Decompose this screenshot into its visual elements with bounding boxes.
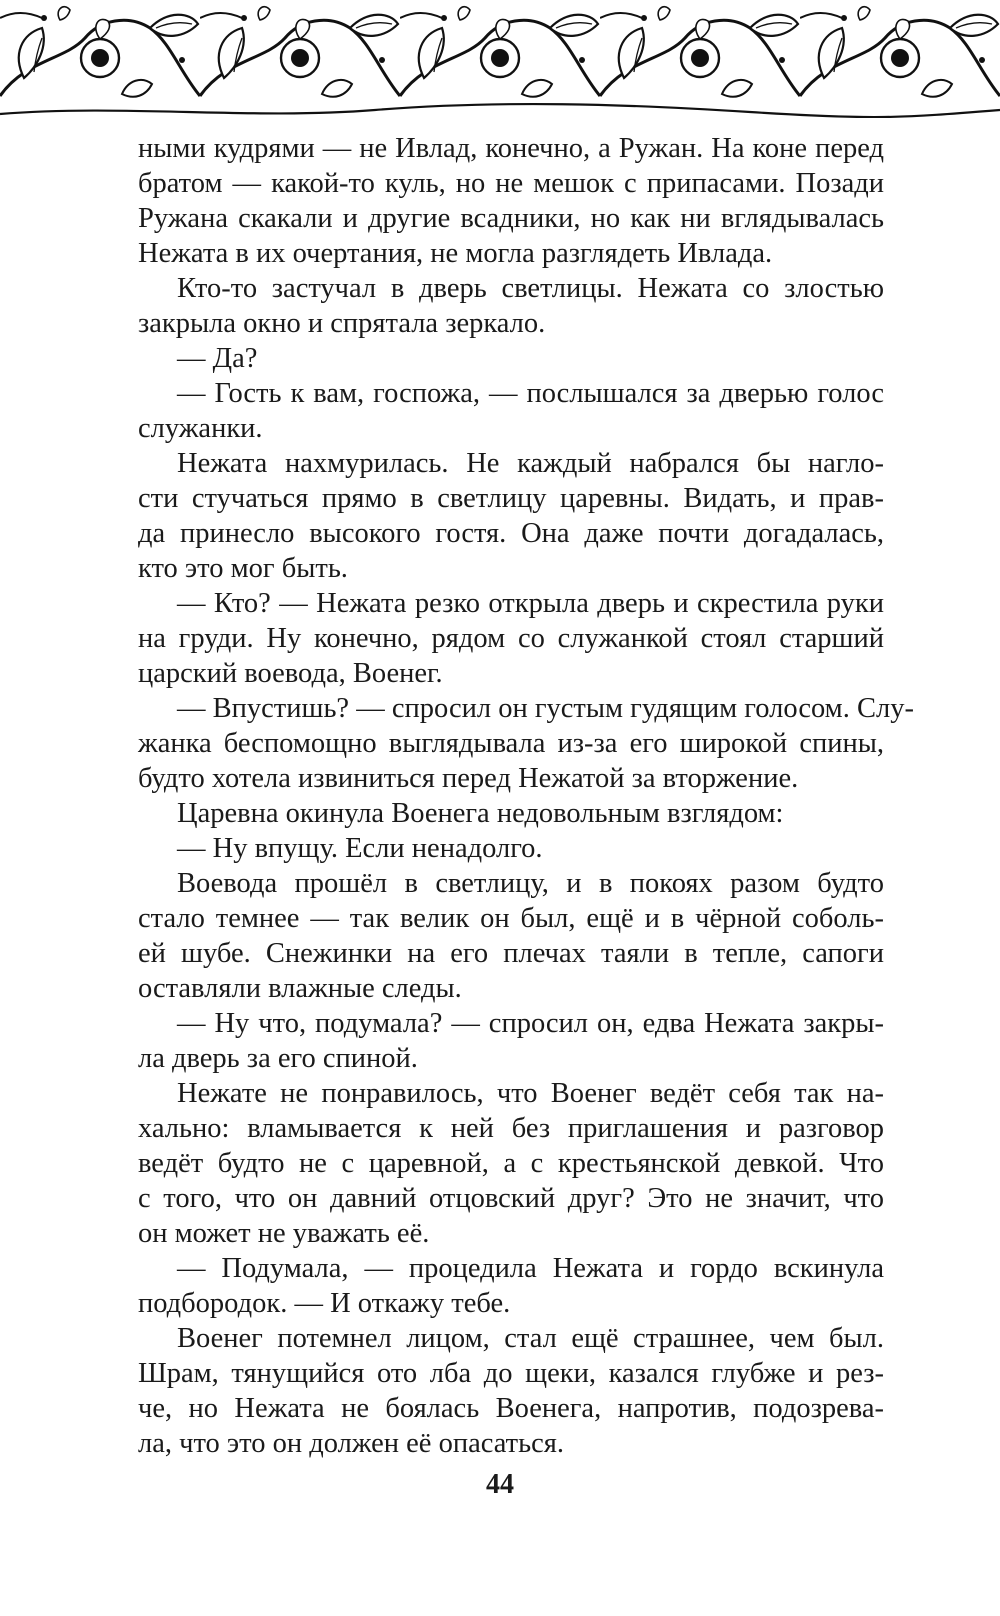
text-line: Кто-то застучал в дверь светлицы. Нежата со злостью xyxy=(177,273,884,304)
text-line: на груди. Ну конечно, рядом со служанкой стоял старший xyxy=(138,623,884,654)
text-line: Нежата нахмурилась. Не каждый набрался бы нагло- xyxy=(177,448,884,479)
text-line: Ружана скакали и другие всадники, но как ни вглядывалась xyxy=(138,203,884,234)
text-line: будто хотела извиниться перед Нежатой за вторжение. xyxy=(138,763,799,794)
text-line: жанка беспомощно выглядывала из-за его широкой спины, xyxy=(138,728,884,759)
text-line: подбородок. — И откажу тебе. xyxy=(138,1288,511,1319)
text-line: с того, что он давний отцовский друг? Это не значит, что xyxy=(138,1183,884,1214)
text-line: ными кудрями — не Ивлад, конечно, а Ружан. На коне перед xyxy=(138,133,884,164)
text-line: — Впустишь? — спросил он густым гудящим голосом. Слу- xyxy=(177,693,914,724)
text-line: че, но Нежата не боялась Военега, напротив, подозрева- xyxy=(138,1393,884,1424)
text-line: — Гость к вам, госпожа, — послышался за дверью голос xyxy=(177,378,884,409)
text-line: оставляли влажные следы. xyxy=(138,973,462,1004)
text-line: Воевода прошёл в светлицу, и в покоях разом будто xyxy=(177,868,884,899)
text-line: Нежата в их очертания, не могла разглядеть Ивлада. xyxy=(138,238,773,269)
text-line: он может не уважать её. xyxy=(138,1218,430,1249)
text-line: Военег потемнел лицом, стал ещё страшнее, чем был. xyxy=(177,1323,884,1354)
text-line: ей шубе. Снежинки на его плечах таяли в тепле, сапоги xyxy=(138,938,884,969)
text-line: да принесло высокого гостя. Она даже почти догадалась, xyxy=(138,518,884,549)
text-line: братом — какой-то куль, но не мешок с припасами. Позади xyxy=(138,168,884,199)
text-line: Нежате не понравилось, что Военег ведёт себя так на- xyxy=(177,1078,884,1109)
text-line: кто это мог быть. xyxy=(138,553,348,584)
text-line: царский воевода, Военег. xyxy=(138,658,443,689)
text-line: ведёт будто не с царевной, а с крестьянской девкой. Что xyxy=(138,1148,884,1179)
text-line: Шрам, тянущийся ото лба до щеки, казался глубже и рез- xyxy=(138,1358,884,1389)
body-text xyxy=(138,131,914,1461)
text-line: закрыла окно и спрятала зеркало. xyxy=(138,308,546,339)
text-line: — Ну впущу. Если ненадолго. xyxy=(177,833,543,864)
floral-vine-border xyxy=(0,0,1000,118)
text-line: хально: вламывается к ней без приглашения и разговор xyxy=(138,1113,884,1144)
text-line: — Кто? — Нежата резко открыла дверь и скрестила руки xyxy=(177,588,884,619)
text-line: стало темнее — так велик он был, ещё и в чёрной соболь- xyxy=(138,903,884,934)
text-line: сти стучаться прямо в светлицу царевны. Видать, и прав- xyxy=(138,483,884,514)
text-line: Царевна окинула Военега недовольным взглядом: xyxy=(177,798,784,829)
text-line: — Да? xyxy=(177,343,258,374)
text-line: служанки. xyxy=(138,413,263,444)
text-line: ла дверь за его спиной. xyxy=(138,1043,418,1074)
text-line: — Ну что, подумала? — спросил он, едва Нежата закры- xyxy=(177,1008,884,1039)
text-line: ла, что это он должен её опасаться. xyxy=(138,1428,564,1459)
text-line: — Подумала, — процедила Нежата и гордо вскинула xyxy=(177,1253,884,1284)
page-number: 44 xyxy=(486,1469,514,1500)
